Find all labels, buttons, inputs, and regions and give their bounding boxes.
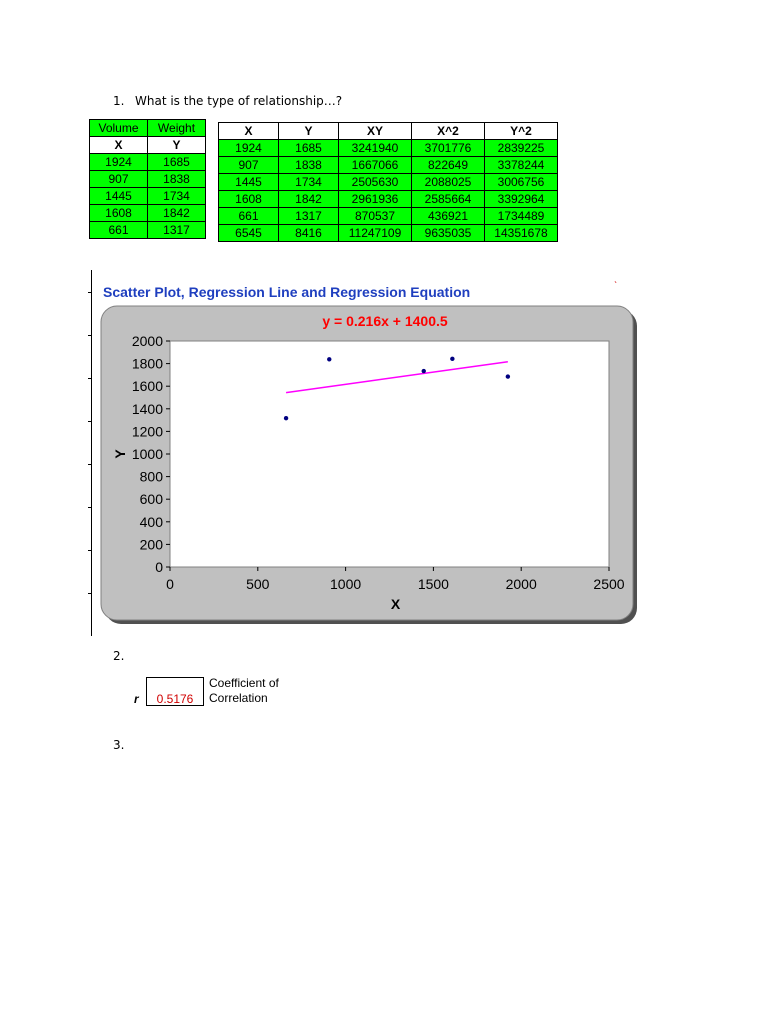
question-3 [113, 738, 124, 752]
table-cell: 870537 [339, 208, 412, 225]
sheet-edge-tick [88, 550, 91, 551]
sheet-edge-line [91, 270, 92, 636]
table-row [219, 208, 558, 225]
table-cell: 2585664 [412, 191, 485, 208]
correlation-description-line2: Correlation [209, 691, 268, 705]
table-cell: 3392964 [485, 191, 558, 208]
sheet-edge-tick [88, 507, 91, 508]
t1-header-volume: Volume [90, 120, 148, 137]
table-cell: 907 [219, 157, 279, 174]
table-row [90, 154, 206, 171]
table-row [90, 205, 206, 222]
table-cell: 3701776 [412, 140, 485, 157]
sheet-edge-tick [88, 421, 91, 422]
scatter-chart [100, 305, 640, 627]
data-point [506, 374, 510, 378]
y-tick-label: 800 [139, 468, 163, 485]
table-row [219, 157, 558, 174]
table-cell: 1924 [219, 140, 279, 157]
table-cell: 3241940 [339, 140, 412, 157]
volume-weight-table [89, 119, 206, 239]
question-2 [113, 649, 124, 663]
question-1 [113, 94, 342, 108]
chart-title: Scatter Plot, Regression Line and Regression Equation [103, 284, 471, 300]
table-cell: 436921 [412, 208, 485, 225]
x-tick-label: 1500 [417, 576, 449, 592]
t2-header-xy: XY [339, 123, 412, 140]
plot-area [170, 341, 609, 567]
y-tick-label: 600 [139, 491, 163, 508]
y-tick-label: 1800 [131, 355, 163, 372]
question-1-text: What is the type of relationship…? [135, 94, 343, 108]
correlation-description [209, 676, 319, 706]
table-cell: 1445 [219, 174, 279, 191]
x-tick-label: 2500 [593, 576, 625, 592]
table-cell: 907 [90, 171, 148, 188]
y-axis-label: Y [112, 449, 128, 459]
table-cell: 1317 [279, 208, 339, 225]
table-cell: 661 [90, 222, 148, 239]
table-cell: 1667066 [339, 157, 412, 174]
table-cell: 1842 [148, 205, 206, 222]
sheet-edge-tick [88, 292, 91, 293]
table-cell: 2505630 [339, 174, 412, 191]
table-cell: 1445 [90, 188, 148, 205]
regression-equation: y = 0.216x + 1400.5 [322, 313, 448, 329]
t2-header-x2: X^2 [412, 123, 485, 140]
table-row [219, 140, 558, 157]
table-cell: 1838 [148, 171, 206, 188]
table-cell: 1734489 [485, 208, 558, 225]
table-cell: 6545 [219, 225, 279, 242]
x-tick-label: 500 [246, 576, 270, 592]
x-tick-label: 2000 [505, 576, 537, 592]
red-tick-mark: ˋ [614, 281, 618, 292]
correlation-description-line1: Coefficient of [209, 676, 279, 690]
y-tick-label: 200 [139, 536, 163, 553]
table-cell: 822649 [412, 157, 485, 174]
table-row [219, 191, 558, 208]
table-cell: 2088025 [412, 174, 485, 191]
t1-header-weight: Weight [148, 120, 206, 137]
r-value: 0.5176 [156, 692, 194, 706]
y-tick-label: 1000 [131, 446, 163, 462]
table-cell: 1924 [90, 154, 148, 171]
y-tick-label: 0 [155, 559, 163, 575]
table-cell: 3378244 [485, 157, 558, 174]
table-row [219, 174, 558, 191]
table-cell: 1734 [279, 174, 339, 191]
question-1-number: 1. [113, 94, 125, 108]
y-tick-label: 400 [139, 513, 163, 530]
t2-header-y: Y [279, 123, 339, 140]
sheet-edge-tick [88, 593, 91, 594]
sums-table [218, 122, 558, 242]
table-cell: 9635035 [412, 225, 485, 242]
table-cell: 1838 [279, 157, 339, 174]
table-cell: 1685 [148, 154, 206, 171]
table-cell: 1685 [279, 140, 339, 157]
t1-subheader-y: Y [148, 137, 206, 154]
table-cell: 2839225 [485, 140, 558, 157]
table-cell: 1734 [148, 188, 206, 205]
table-row [90, 222, 206, 239]
r-symbol: r [134, 692, 139, 706]
y-tick-label: 1600 [131, 378, 163, 395]
table-row [90, 188, 206, 205]
data-point [327, 357, 331, 361]
x-tick-label: 0 [166, 576, 174, 592]
t2-header-x: X [219, 123, 279, 140]
y-tick-label: 1400 [131, 400, 163, 417]
table-row-totals [219, 225, 558, 242]
table-cell: 11247109 [339, 225, 412, 242]
table-cell: 661 [219, 208, 279, 225]
table-cell: 3006756 [485, 174, 558, 191]
table-cell: 1317 [148, 222, 206, 239]
question-2-number: 2. [113, 649, 125, 663]
table-cell: 8416 [279, 225, 339, 242]
data-point [450, 357, 454, 361]
question-3-number: 3. [113, 738, 125, 752]
y-tick-label: 1200 [131, 423, 163, 440]
sheet-edge-tick [88, 335, 91, 336]
table-row [90, 171, 206, 188]
sheet-edge-tick [88, 378, 91, 379]
table-cell: 14351678 [485, 225, 558, 242]
sheet-edge-tick [88, 464, 91, 465]
t1-subheader-x: X [90, 137, 148, 154]
data-point [284, 416, 288, 420]
table-cell: 1608 [219, 191, 279, 208]
x-axis-label: X [390, 596, 401, 612]
table-cell: 1608 [90, 205, 148, 222]
x-tick-label: 1000 [330, 576, 362, 592]
table-cell: 1842 [279, 191, 339, 208]
r-value-box [146, 677, 204, 706]
t2-header-y2: Y^2 [485, 123, 558, 140]
data-point [422, 369, 426, 373]
y-tick-label: 2000 [131, 333, 163, 349]
table-cell: 2961936 [339, 191, 412, 208]
